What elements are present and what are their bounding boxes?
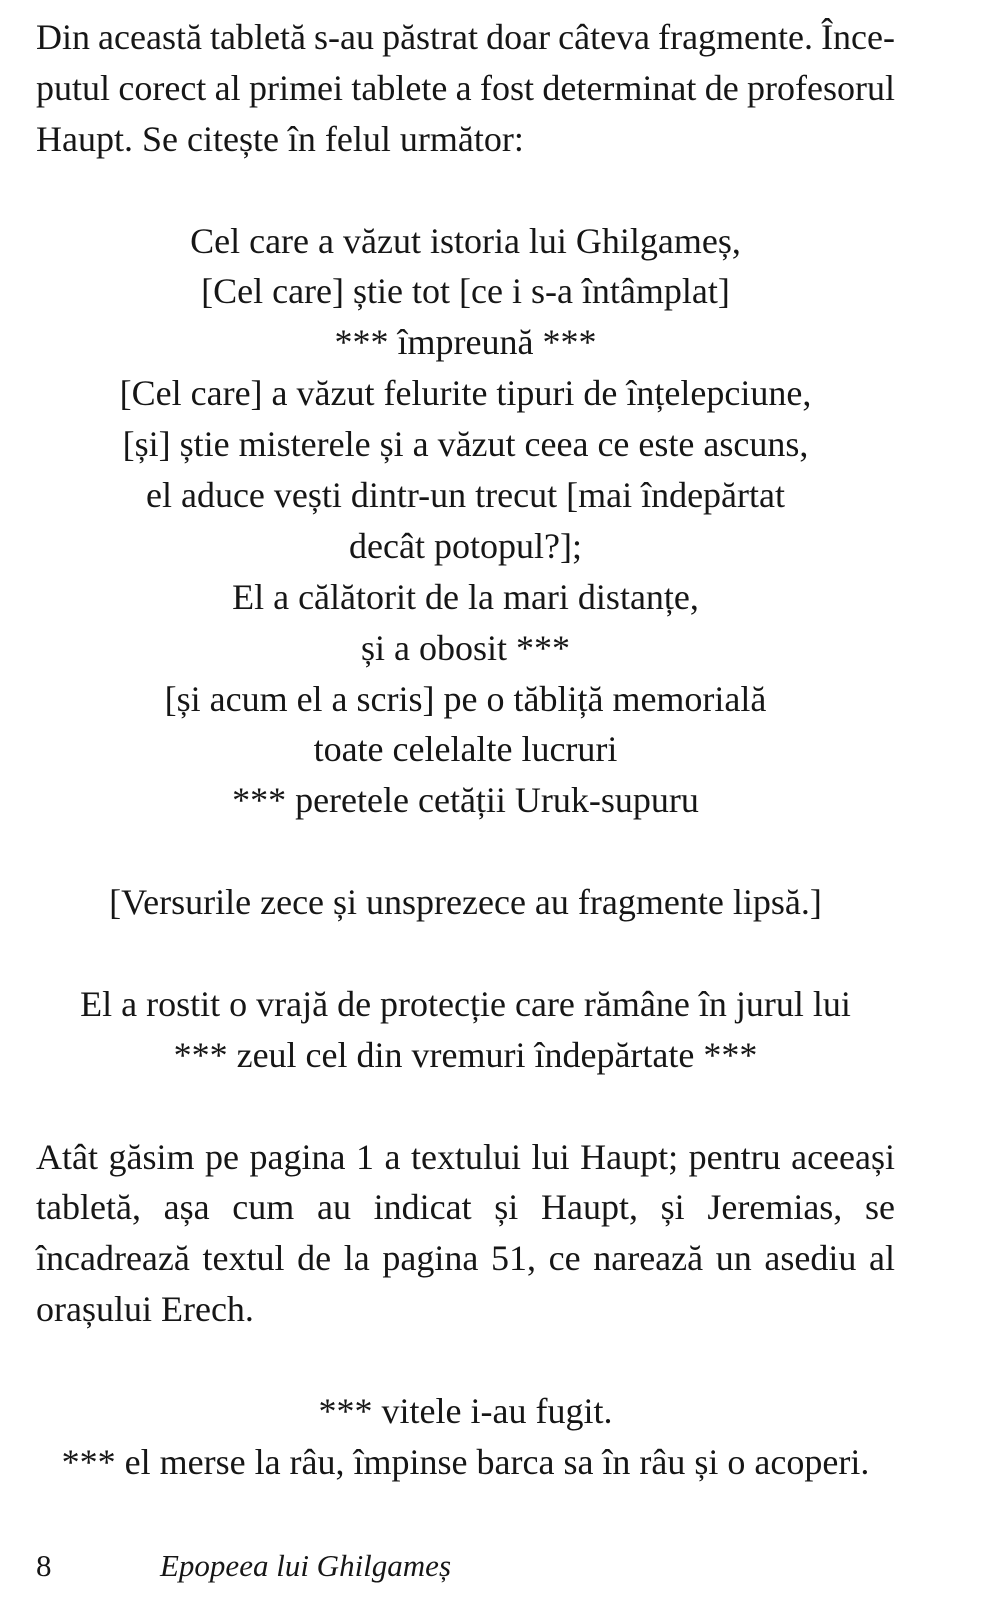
verse-block-3 (36, 1386, 895, 1488)
verse-line: decât potopul?]; (349, 525, 582, 566)
page-number: 8 (36, 1548, 52, 1583)
editorial-note: [Versurile zece și unsprezece au fragmente lipsă.] (109, 882, 822, 923)
paragraph-line: Atât găsim pe pagina 1 a textului lui Haupt; pentru aceeași (36, 1136, 895, 1177)
blank-line (36, 928, 895, 979)
blank-line (36, 165, 895, 216)
page-body (36, 12, 895, 1488)
verse-line: *** el merse la râu, împinse barca sa în râu și o acoperi. (61, 1441, 870, 1482)
verse-line: El a călătorit de la mari distanțe, (232, 576, 699, 617)
intro-line: Haupt. Se citește în felul următor: (36, 118, 524, 159)
verse-line: Cel care a văzut istoria lui Ghilgameș, (190, 220, 741, 261)
paragraph-line: încadrează textul de la pagina 51, ce narează un asediu al (36, 1238, 895, 1279)
paragraph-line: tabletă, așa cum au indicat și Haupt, și Jeremias, se (36, 1187, 895, 1228)
blank-line (36, 1335, 895, 1386)
verse-line: toate celelalte lucruri (313, 729, 618, 770)
running-title: Epopeea lui Ghilgameș (160, 1548, 452, 1583)
verse-line: El a rostit o vrajă de protecție care rămâne în jurul lui (80, 983, 851, 1024)
verse-line: *** împreună *** (334, 322, 597, 363)
verse-line: [și] știe misterele și a văzut ceea ce este ascuns, (122, 424, 809, 465)
verse-line: *** peretele cetății Uruk-supuru (232, 780, 699, 821)
verse-line: [și acum el a scris] pe o tăbliță memorială (164, 678, 767, 719)
paragraph-line: orașului Erech. (36, 1289, 254, 1330)
verse-line: *** zeul cel din vremuri îndepărtate *** (173, 1034, 758, 1075)
page-footer (36, 1546, 896, 1586)
blank-line (36, 826, 895, 877)
blank-line (36, 1081, 895, 1132)
verse-line: el aduce vești dintr-un trecut [mai îndepărtat (145, 475, 786, 516)
body-paragraph (36, 1132, 895, 1336)
verse-line: și a obosit *** (360, 627, 570, 668)
verse-line: *** vitele i-au fugit. (318, 1391, 613, 1432)
intro-paragraph (36, 12, 895, 165)
verse-line: [Cel care] știe tot [ce i s-a întâmplat] (201, 271, 730, 312)
verse-block-2 (36, 979, 895, 1081)
intro-line: putul corect al primei tablete a fost determinat de profesorul (36, 67, 895, 108)
verse-block-1 (36, 216, 895, 827)
verse-line: [Cel care] a văzut felurite tipuri de înțelepciune, (119, 373, 812, 414)
intro-line: Din această tabletă s-au păstrat doar câteva fragmente. Înce- (36, 17, 895, 57)
